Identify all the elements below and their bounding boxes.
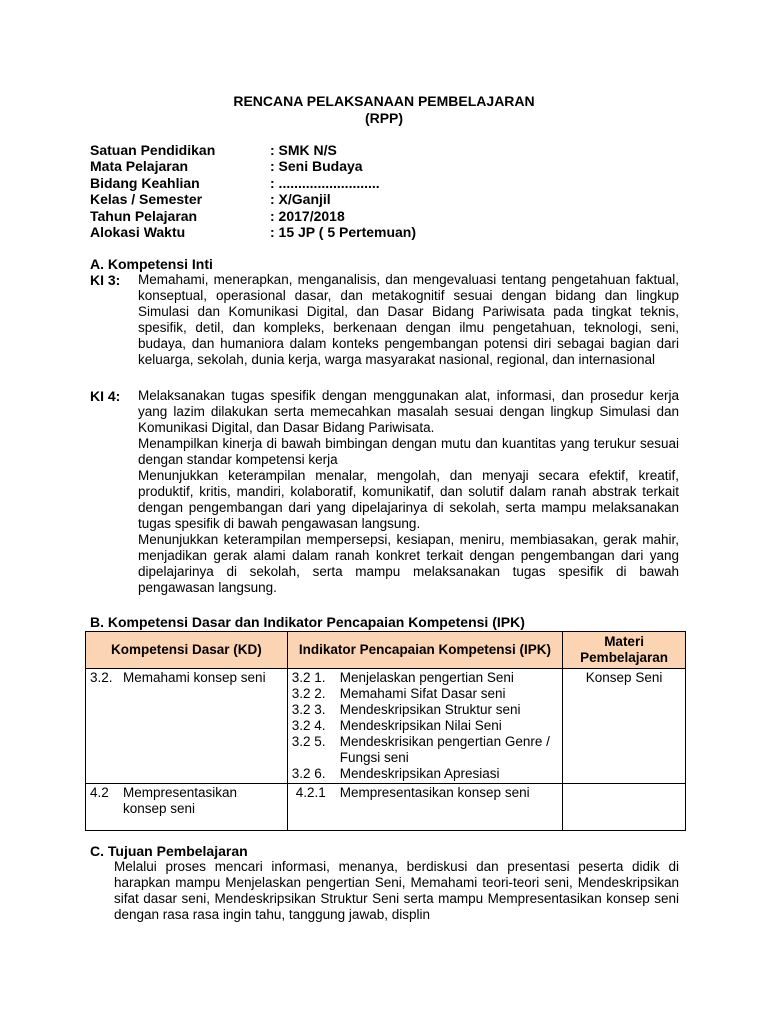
- header-materi: Materi Pembelajaran: [563, 632, 686, 669]
- ipk-item: [292, 670, 558, 686]
- info-label: Kelas / Semester: [90, 191, 203, 207]
- ki3-text: Memahami, menerapkan, menganalisis, dan mengevaluasi tentang pengetahuan faktual, konseptual, operasional dasar, dan metakognitif sesuai dengan bidang dan lingkup Simulasi dan Komunikasi Digital, dan Dasar Bidang Pariwisata pada tingkat teknis, spesifik, detil, dan kompleks, berkenaan dengan ilmu pengetahuan, teknologi, seni, budaya, dan humaniora dalam konteks pengembangan potensi diri sebagai bagian dari keluarga, sekolah, dunia kerja, warga masyarakat nasional, regional, dan internasional: [138, 272, 679, 367]
- kd-ipk-table: [85, 631, 686, 831]
- kd-number: 3.2.: [90, 670, 113, 685]
- table-row: [86, 669, 686, 784]
- ipk-number: 3.2 2.: [291, 686, 326, 701]
- ipk-text: Mendeskripsikan Apresiasi: [339, 766, 500, 781]
- info-value: : 2017/2018: [270, 208, 345, 224]
- document-subtitle: (RPP): [364, 110, 404, 126]
- ipk-item: [292, 686, 558, 702]
- ki4-paragraph: Menampilkan kinerja di bawah bimbingan dengan mutu dan kuantitas yang terukur sesuai dengan standar kompetensi kerja: [138, 436, 679, 467]
- materi-cell: Konsep Seni: [563, 669, 686, 784]
- header-kd: Kompetensi Dasar (KD): [86, 632, 288, 669]
- ipk-item: [292, 766, 558, 782]
- ipk-cell: [287, 784, 562, 831]
- kd-text: Mempresentasikan konsep seni: [123, 785, 238, 816]
- info-value: : 15 JP ( 5 Pertemuan): [270, 224, 417, 240]
- kd-text: Memahami konsep seni: [123, 670, 266, 685]
- ki4-text: [138, 388, 679, 596]
- ipk-number: 3.2 1.: [291, 670, 326, 685]
- kd-cell: [86, 784, 288, 831]
- ki4-paragraph: Menunjukkan keterampilan menalar, mengolah, dan menyaji secara efektif, kreatif, produktif, kritis, mandiri, kolaboratif, komunikatif, dan solutif dalam ranah abstrak terkait dengan pengembangan dari yang dipelajarinya di sekolah, serta mampu melaksanakan tugas spesifik di bawah pengawasan langsung.: [138, 468, 679, 531]
- info-value: : ..........................: [270, 175, 380, 191]
- ipk-text: Mendeskrisikan pengertian Genre / Fungsi seni: [339, 734, 550, 765]
- ipk-number: 3.2 5.: [291, 734, 326, 749]
- ki4-paragraph: Menunjukkan keterampilan mempersepsi, kesiapan, meniru, membiasakan, gerak mahir, menjadikan gerak alami dalam ranah konkret terkait dengan pengembangan dari yang dipelajarinya di sekolah, serta mampu melaksanakan tugas spesifik di bawah pengawasan langsung.: [138, 532, 679, 595]
- tujuan-text: Melalui proses mencari informasi, menanya, berdiskusi dan presentasi peserta didik di harapkan mampu Menjelaskan pengertian Seni, Memahami teori-teori seni, Mendeskripsikan sifat dasar seni, Mendeskripsikan Struktur Seni serta mampu Mempresentasikan konsep seni dengan rasa rasa ingin tahu, tanggung jawab, displin: [114, 859, 679, 922]
- info-label: Alokasi Waktu: [90, 224, 186, 240]
- info-label: Satuan Pendidikan: [90, 142, 216, 158]
- info-value: : X/Ganjil: [270, 191, 331, 207]
- ipk-text: Memahami Sifat Dasar seni: [339, 686, 506, 701]
- ipk-number: 3.2 3.: [291, 702, 326, 717]
- ipk-text: Mendeskripsikan Nilai Seni: [339, 718, 502, 733]
- ki3-label: KI 3:: [90, 272, 121, 288]
- ipk-item: [292, 734, 558, 766]
- ipk-number: 3.2 4.: [291, 718, 326, 733]
- ipk-text: Menjelaskan pengertian Seni: [339, 670, 514, 685]
- info-label: Tahun Pelajaran: [90, 208, 198, 224]
- ipk-item: [292, 702, 558, 718]
- ipk-text: Mempresentasikan konsep seni: [339, 785, 530, 800]
- section-c-heading: C. Tujuan Pembelajaran: [90, 843, 248, 859]
- document-title: RENCANA PELAKSANAAN PEMBELAJARAN: [233, 93, 535, 109]
- materi-cell: [563, 784, 686, 831]
- kd-cell: [86, 669, 288, 784]
- table-row: [86, 784, 686, 831]
- table-header-row: [86, 632, 686, 669]
- ipk-item: [292, 785, 558, 801]
- ipk-item: [292, 718, 558, 734]
- info-label: Mata Pelajaran: [90, 158, 189, 174]
- info-value: : SMK N/S: [270, 142, 337, 158]
- header-ipk: Indikator Pencapaian Kompetensi (IPK): [287, 632, 562, 669]
- info-label: Bidang Keahlian: [90, 175, 200, 191]
- section-b-heading: B. Kompetensi Dasar dan Indikator Pencapaian Kompetensi (IPK): [90, 614, 525, 630]
- section-a-heading: A. Kompetensi Inti: [90, 256, 213, 272]
- ipk-text: Mendeskripsikan Struktur seni: [339, 702, 521, 717]
- ipk-number: 3.2 6.: [291, 766, 326, 781]
- ki4-paragraph: Melaksanakan tugas spesifik dengan menggunakan alat, informasi, dan prosedur kerja yang lazim dilakukan serta memecahkan masalah sesuai dengan lingkup Simulasi dan Komunikasi Digital, dan Dasar Bidang Pariwisata.: [138, 388, 679, 435]
- ki4-label: KI 4:: [90, 388, 121, 404]
- ipk-number: 4.2.1: [295, 785, 326, 800]
- info-value: : Seni Budaya: [270, 158, 363, 174]
- ipk-cell: [287, 669, 562, 784]
- kd-number: 4.2: [90, 785, 109, 800]
